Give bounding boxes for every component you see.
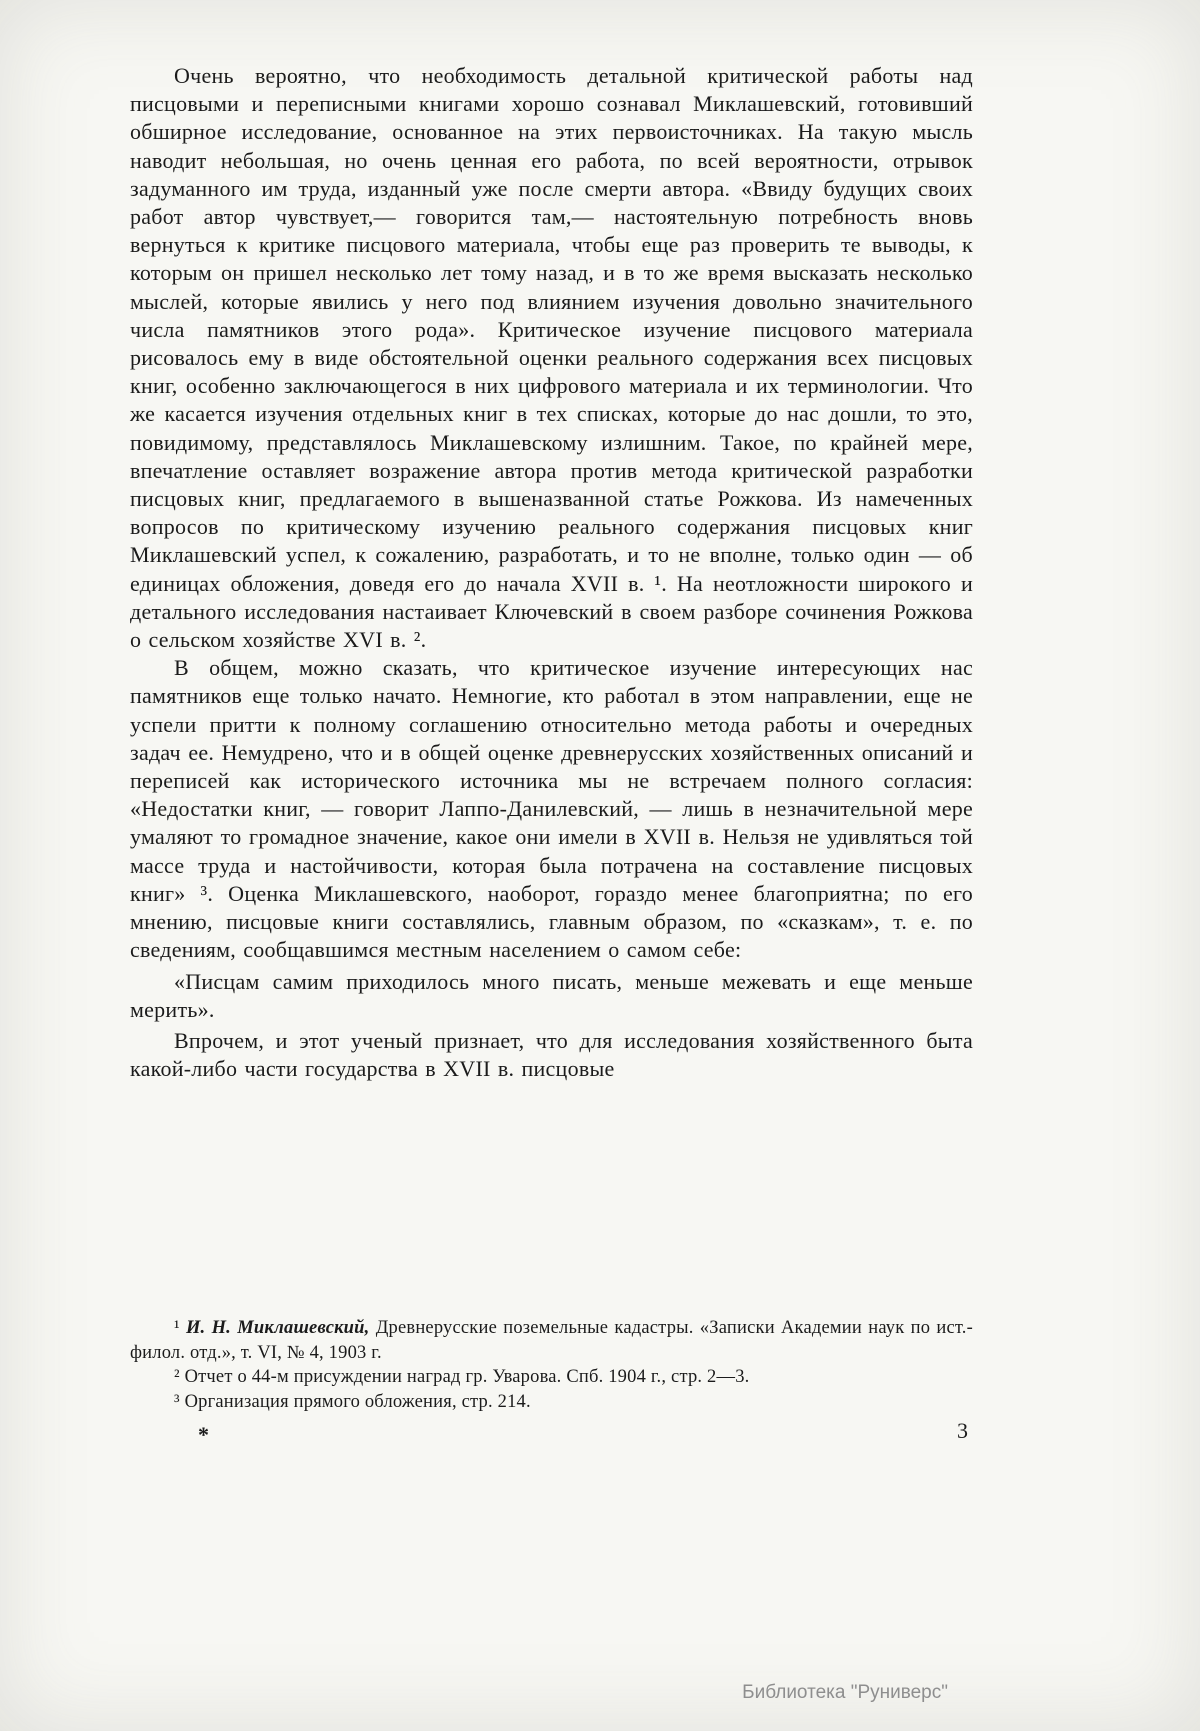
footnote-3-text: Организация прямого обложения, стр. 214. [184, 1391, 531, 1412]
signature-mark: * [198, 1422, 209, 1447]
footnote-3-marker: ³ [174, 1391, 180, 1412]
footnote-1 [130, 1316, 973, 1365]
footnote-1-author: И. Н. Миклашевский, [185, 1318, 370, 1338]
footnote-1-marker: ¹ [174, 1318, 180, 1338]
quote-paragraph: «Писцам самим приходилось много писать, меньше межевать и еще меньше мерить». [130, 968, 973, 1022]
paragraph-1: Очень вероятно, что необходимость детальной критической работы над писцовыми и переписными книгами хорошо сознавал Миклашевский, готовивший обширное исследование, основанное на этих первоисточниках. На такую мысль наводит небольшая, но очень ценная его работа, по всей вероятности, отрывок задуманного им труда, изданный уже после смерти автора. «Ввиду будущих своих работ автор чувствует,— говорится там,— настоятельную потребность вновь вернуться к критике писцового материала, чтобы еще раз проверить те выводы, к которым он пришел несколько лет тому назад, и в то же время высказать несколько мыслей, которые явились у него под влиянием изучения довольно значительного числа памятников этого рода». Критическое изучение писцового материала рисовалось ему в виде обстоятельной оценки реального содержания всех писцовых книг, особенно заключающегося в них цифрового материала и их терминологии. Что же касается изучения отдельных книг в тех списках, которые до нас дошли, то это, повидимому, представлялось Миклашевскому излишним. Такое, по крайней мере, впечатление оставляет возражение автора против метода критической разработки писцовых книг, предлагаемого в вышеназванной статье Рожкова. Из намеченных вопросов по критическому изучению реального содержания писцовых книг Миклашевский успел, к сожалению, разработать, и то не вполне, только один — об единицах обложения, доведя его до начала XVII в. ¹. На неотложности широкого и детального исследования настаивает Ключевский в своем разборе сочинения Рожкова о сельском хозяйстве XVI в. ². [130, 63, 973, 653]
footnote-2 [130, 1365, 973, 1390]
paragraph-2: В общем, можно сказать, что критическое изучение интересующих нас памятников еще только начато. Немногие, кто работал в этом направлении, еще не успели притти к полному соглашению относительно метода работы и очередных задач ее. Немудрено, что и в общей оценке древнерусских хозяйственных описаний и переписей как исторического источника мы не встречаем полного согласия: «Недостатки книг, — говорит Лаппо-Данилевский, — лишь в незначительной мере умаляют то громадное значение, какое они имели в XVII в. Нельзя не удивляться той массе труда и настойчивости, которая была потрачена на составление писцовых книг» ³. Оценка Миклашевского, наоборот, гораздо менее благоприятна; по его мнению, писцовые книги составлялись, главным образом, по «сказкам», т. е. по сведениям, сообщавшимся местным населением о самом себе: [130, 655, 973, 963]
paragraph-4: Впрочем, и этот ученый признает, что для исследования хозяйственного быта какой-либо части государства в XVII в. писцовые [130, 1027, 973, 1082]
library-watermark: Библиотека "Руниверс" [742, 1682, 948, 1703]
footnote-3 [130, 1390, 973, 1415]
footnote-2-text: Отчет о 44-м присуждении наград гр. Уварова. Спб. 1904 г., стр. 2—3. [184, 1367, 750, 1388]
footnote-1-text: Древнерусские поземельные кадастры. «Записки Академии наук по ист.-филол. отд.», т. VI, № 4, 1903 г. [130, 1318, 973, 1363]
footnotes-block [130, 1316, 973, 1414]
main-text-block [130, 62, 973, 1083]
page-number: 3 [957, 1418, 968, 1443]
footnote-2-marker: ² [174, 1367, 180, 1388]
